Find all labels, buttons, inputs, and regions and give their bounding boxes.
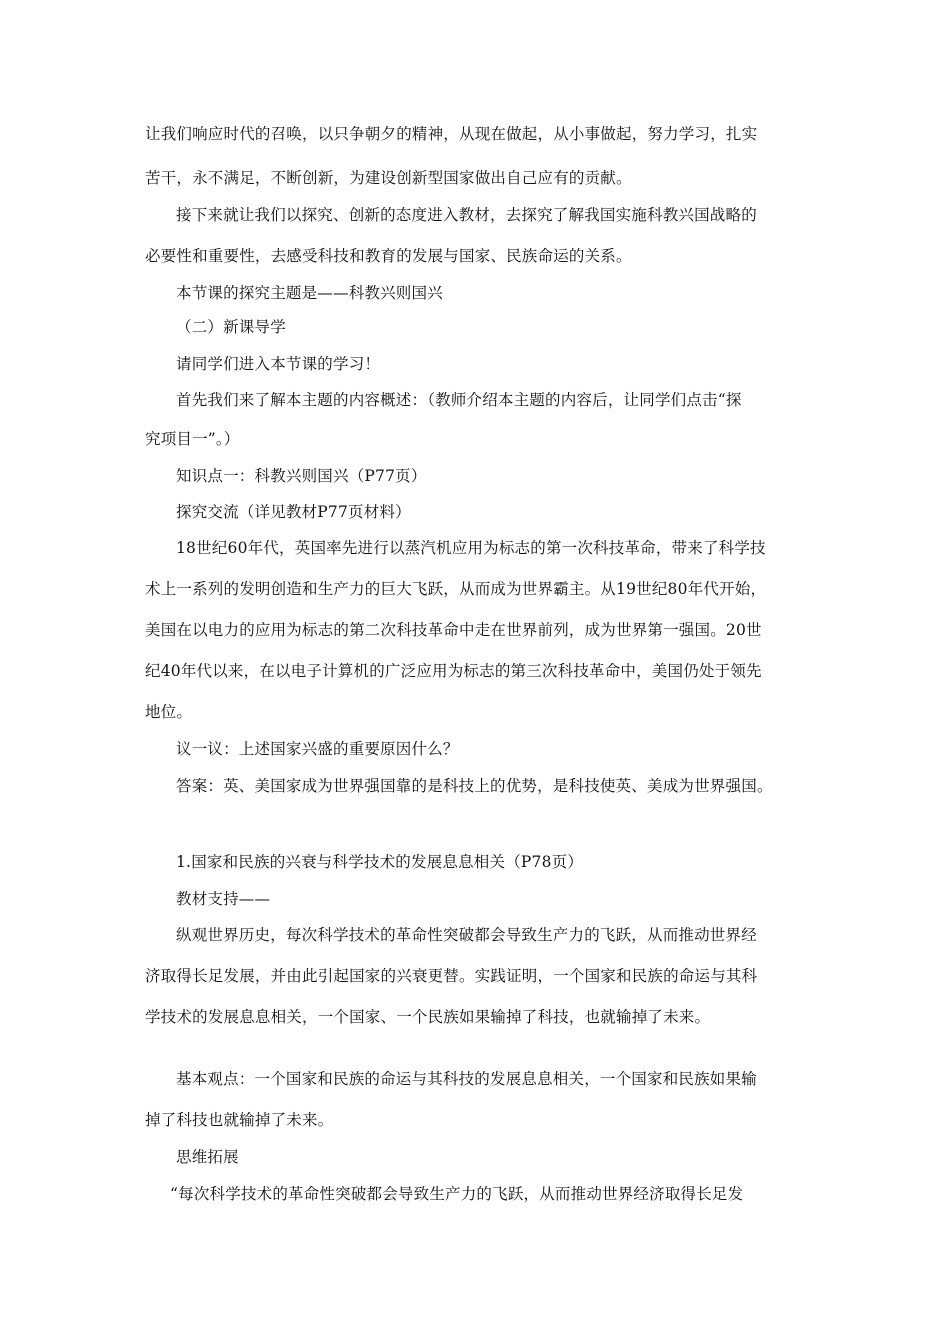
text-line: 济取得长足发展，并由此引起国家的兴衰更替。实践证明，一个国家和民族的命运与其科: [145, 967, 758, 985]
text-line: 纵观世界历史，每次科学技术的革命性突破都会导致生产力的飞跃，从而推动世界经: [176, 926, 757, 944]
text-line: 基本观点：一个国家和民族的命运与其科技的发展息息相关，一个国家和民族如果输: [176, 1070, 757, 1088]
text-line: 18世纪60年代，英国率先进行以蒸汽机应用为标志的第一次科技革命，带来了科学技: [176, 539, 766, 557]
section-heading: （二）新课导学: [176, 318, 286, 336]
knowledge-point-heading: 知识点一：科教兴则国兴（P77页）: [176, 467, 427, 485]
text-line: 探究交流（详见教材P77页材料）: [176, 503, 411, 521]
text-line: 接下来就让我们以探究、创新的态度进入教材，去探究了解我国实施科教兴国战略的: [176, 206, 757, 224]
text-line: 本节课的探究主题是——科教兴则国兴: [176, 284, 443, 302]
text-line: 掉了科技也就输掉了未来。: [145, 1111, 334, 1129]
text-line: 必要性和重要性，去感受科技和教育的发展与国家、民族命运的关系。: [145, 247, 632, 265]
text-line: 苦干，永不满足，不断创新，为建设创新型国家做出自己应有的贡献。: [145, 169, 632, 187]
text-line: 学技术的发展息息相关，一个国家、一个民族如果输掉了科技，也就输掉了未来。: [145, 1008, 711, 1026]
text-line: 究项目一”。）: [145, 430, 240, 448]
text-line: 地位。: [145, 703, 193, 721]
text-line: 纪40年代以来，在以电子计算机的广泛应用为标志的第三次科技革命中，美国仍处于领先: [145, 662, 762, 680]
text-line: 首先我们来了解本主题的内容概述：（教师介绍本主题的内容后，让同学们点击“探: [176, 391, 742, 409]
text-line: 教材支持——: [176, 890, 271, 908]
text-line: “每次科学技术的革命性突破都会导致生产力的飞跃，从而推动世界经济取得长足发: [170, 1185, 744, 1203]
text-line: 议一议：上述国家兴盛的重要原因什么？: [176, 740, 459, 758]
text-line: 美国在以电力的应用为标志的第二次科技革命中走在世界前列，成为世界第一强国。20世: [145, 621, 762, 639]
numbered-heading: 1.国家和民族的兴衰与科学技术的发展息息相关（P78页）: [176, 853, 584, 871]
text-line: 请同学们进入本节课的学习！: [176, 355, 381, 373]
text-line: 术上一系列的发明创造和生产力的巨大飞跃，从而成为世界霸主。从19世纪80年代开始，: [145, 580, 767, 598]
answer-line: 答案：英、美国家成为世界强国靠的是科技上的优势，是科技使英、美成为世界强国。: [176, 777, 773, 795]
subheading: 思维拓展: [176, 1148, 239, 1166]
text-line: 让我们响应时代的召唤，以只争朝夕的精神，从现在做起，从小事做起，努力学习，扎实: [145, 125, 758, 143]
